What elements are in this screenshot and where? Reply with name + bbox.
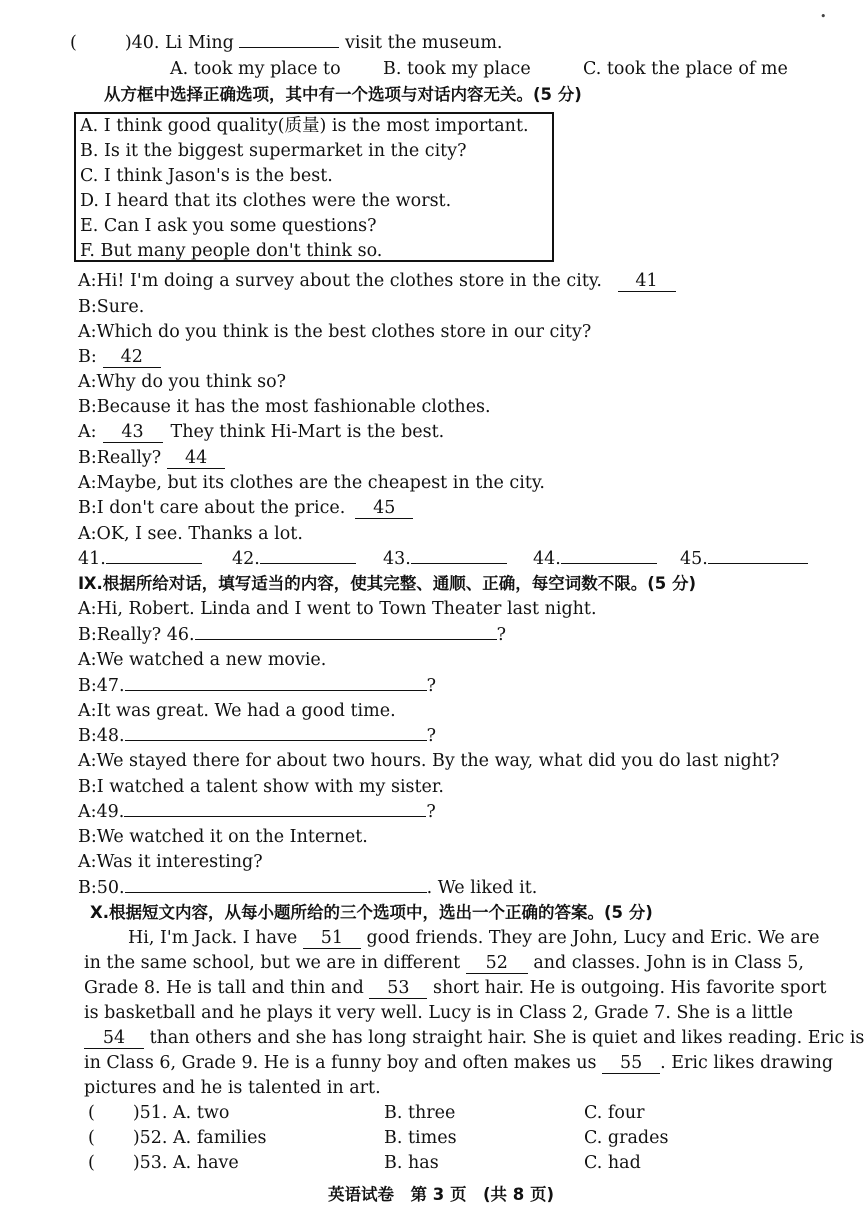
blank-41[interactable]: 41: [618, 272, 676, 292]
dialogue-line: [78, 624, 506, 646]
question-52-option-b: B. times: [384, 1128, 457, 1148]
page-footer: 英语试卷 第 3 页 (共 8 页): [328, 1185, 555, 1204]
dialogue-line: A:Hi, Robert. Linda and I went to Town Theater last night.: [78, 599, 597, 619]
dialogue-line: A:We stayed there for about two hours. By the way, what did you do last night?: [78, 751, 780, 771]
answer-blank[interactable]: [561, 563, 657, 564]
dialogue-line: [78, 725, 436, 747]
answer-paren: (: [88, 1128, 95, 1148]
dialogue-text: B:Really? 46.: [78, 625, 195, 645]
option-c: C. I think Jason's is the best.: [80, 166, 333, 186]
dialogue-line: A:We watched a new movie.: [78, 650, 327, 670]
answer-paren: (: [88, 1153, 95, 1173]
dialogue-text: B:48.: [78, 726, 125, 746]
blank-47[interactable]: [125, 690, 427, 691]
passage-text: in the same school, but we are in different: [84, 953, 461, 973]
blank-42[interactable]: 42: [103, 348, 161, 368]
answer-45: [680, 548, 808, 570]
passage-line: [84, 1027, 864, 1049]
question-53-option-c: C. had: [584, 1153, 641, 1173]
passage-line: [84, 952, 804, 974]
option-e: E. Can I ask you some questions?: [80, 216, 377, 236]
dialogue-line: A:Why do you think so?: [78, 372, 287, 392]
dialogue-text: A:Hi! I'm doing a survey about the clothes store in the city.: [78, 271, 602, 291]
dialogue-text: B:: [78, 347, 97, 367]
dialogue-text: B:I don't care about the price.: [78, 498, 346, 518]
dialogue-text: They think Hi-Mart is the best.: [170, 422, 445, 442]
question-40: [70, 32, 503, 54]
answer-44: [533, 548, 657, 570]
answer-41: [78, 548, 202, 570]
dialogue-line: A:Was it interesting?: [78, 852, 263, 872]
option-b: B. Is it the biggest supermarket in the city?: [80, 141, 467, 161]
question-53: [88, 1152, 239, 1174]
passage-line: [84, 1052, 833, 1074]
passage-text: Grade 8. He is tall and thin and: [84, 978, 364, 998]
passage-text: in Class 6, Grade 9. He is a funny boy and often makes us: [84, 1053, 597, 1073]
blank-55[interactable]: 55: [602, 1054, 660, 1074]
answer-label: 41.: [78, 549, 106, 569]
answer-blank[interactable]: [411, 563, 507, 564]
blank-53[interactable]: 53: [369, 979, 427, 999]
dialogue-line: A:OK, I see. Thanks a lot.: [78, 524, 303, 544]
question-option-a: )53. A. have: [132, 1153, 239, 1173]
dialogue-line: [78, 447, 225, 469]
answer-paren: (: [70, 33, 77, 53]
corner-mark: •: [820, 10, 827, 23]
question-mark: ?: [496, 625, 506, 645]
answer-blank[interactable]: [106, 563, 202, 564]
answer-label: 44.: [533, 549, 561, 569]
option-a: A. I think good quality(质量) is the most important.: [80, 116, 529, 136]
passage-line: pictures and he is talented in art.: [84, 1078, 381, 1098]
dialogue-text: B:Really?: [78, 448, 162, 468]
question-51-option-c: C. four: [584, 1103, 645, 1123]
blank-51[interactable]: 51: [303, 929, 361, 949]
dialogue-text: A:49.: [78, 802, 125, 822]
blank-52[interactable]: 52: [466, 954, 528, 974]
passage-text: short hair. He is outgoing. His favorite sport: [432, 978, 827, 998]
dialogue-line: B:I watched a talent show with my sister.: [78, 777, 444, 797]
dialogue-text: B:47.: [78, 676, 125, 696]
q40-stem: )40. Li Ming: [124, 33, 234, 53]
question-mark: ?: [426, 726, 436, 746]
section-8-instruction: 从方框中选择正确选项，其中有一个选项与对话内容无关。(5 分): [104, 85, 582, 104]
blank-50[interactable]: [125, 892, 427, 893]
passage-text: Hi, I'm Jack. I have: [128, 928, 298, 948]
passage-line: [128, 927, 819, 949]
q40-option-a: A. took my place to: [170, 59, 341, 79]
q40-blank[interactable]: [239, 47, 339, 48]
section-9-instruction: Ⅸ.根据所给对话，填写适当的内容，使其完整、通顺、正确，每空词数不限。(5 分): [78, 574, 697, 593]
blank-49[interactable]: [124, 816, 426, 817]
blank-48[interactable]: [125, 740, 427, 741]
dialogue-text: . We liked it.: [426, 878, 538, 898]
dialogue-text: A:: [78, 422, 97, 442]
answer-blank[interactable]: [260, 563, 356, 564]
answer-label: 43.: [383, 549, 411, 569]
answer-label: 45.: [680, 549, 708, 569]
answer-43: [383, 548, 507, 570]
answer-label: 42.: [232, 549, 260, 569]
dialogue-line: [78, 801, 436, 823]
question-option-a: )51. A. two: [132, 1103, 230, 1123]
dialogue-line: A:It was great. We had a good time.: [78, 701, 396, 721]
q40-option-c: C. took the place of me: [583, 59, 788, 79]
blank-43[interactable]: 43: [103, 423, 163, 443]
question-mark: ?: [426, 676, 436, 696]
dialogue-line: [78, 346, 161, 368]
passage-text: . Eric likes drawing: [660, 1053, 834, 1073]
option-f: F. But many people don't think so.: [80, 241, 383, 261]
passage-line: [84, 977, 826, 999]
blank-45[interactable]: 45: [355, 499, 413, 519]
dialogue-line: [78, 497, 413, 519]
question-52-option-c: C. grades: [584, 1128, 669, 1148]
dialogue-line: [78, 270, 676, 292]
answer-42: [232, 548, 356, 570]
dialogue-line: B:We watched it on the Internet.: [78, 827, 368, 847]
dialogue-line: B:Sure.: [78, 297, 145, 317]
question-51-option-b: B. three: [384, 1103, 456, 1123]
passage-text: good friends. They are John, Lucy and Eric. We are: [366, 928, 820, 948]
passage-text: and classes. John is in Class 5,: [533, 953, 804, 973]
answer-blank[interactable]: [708, 563, 808, 564]
blank-54[interactable]: 54: [84, 1029, 144, 1049]
blank-44[interactable]: 44: [167, 449, 225, 469]
passage-text: than others and she has long straight hair. She is quiet and likes reading. Eric is: [149, 1028, 865, 1048]
section-10-instruction: Ⅹ.根据短文内容，从每小题所给的三个选项中，选出一个正确的答案。(5 分): [90, 903, 653, 922]
blank-46[interactable]: [195, 639, 497, 640]
passage-line: is basketball and he plays it very well. Lucy is in Class 2, Grade 7. She is a little: [84, 1003, 793, 1023]
dialogue-line: [78, 421, 444, 443]
option-d: D. I heard that its clothes were the worst.: [80, 191, 452, 211]
dialogue-line: [78, 675, 436, 697]
dialogue-line: [78, 877, 537, 899]
dialogue-line: B:Because it has the most fashionable clothes.: [78, 397, 491, 417]
dialogue-text: B:50.: [78, 878, 125, 898]
dialogue-line: A:Which do you think is the best clothes store in our city?: [78, 322, 592, 342]
q40-tail: visit the museum.: [344, 33, 503, 53]
question-mark: ?: [426, 802, 436, 822]
dialogue-line: A:Maybe, but its clothes are the cheapest in the city.: [78, 473, 545, 493]
question-option-a: )52. A. families: [132, 1128, 267, 1148]
question-52: [88, 1127, 266, 1149]
question-51: [88, 1102, 229, 1124]
answer-paren: (: [88, 1103, 95, 1123]
question-53-option-b: B. has: [384, 1153, 439, 1173]
q40-option-b: B. took my place: [383, 59, 531, 79]
